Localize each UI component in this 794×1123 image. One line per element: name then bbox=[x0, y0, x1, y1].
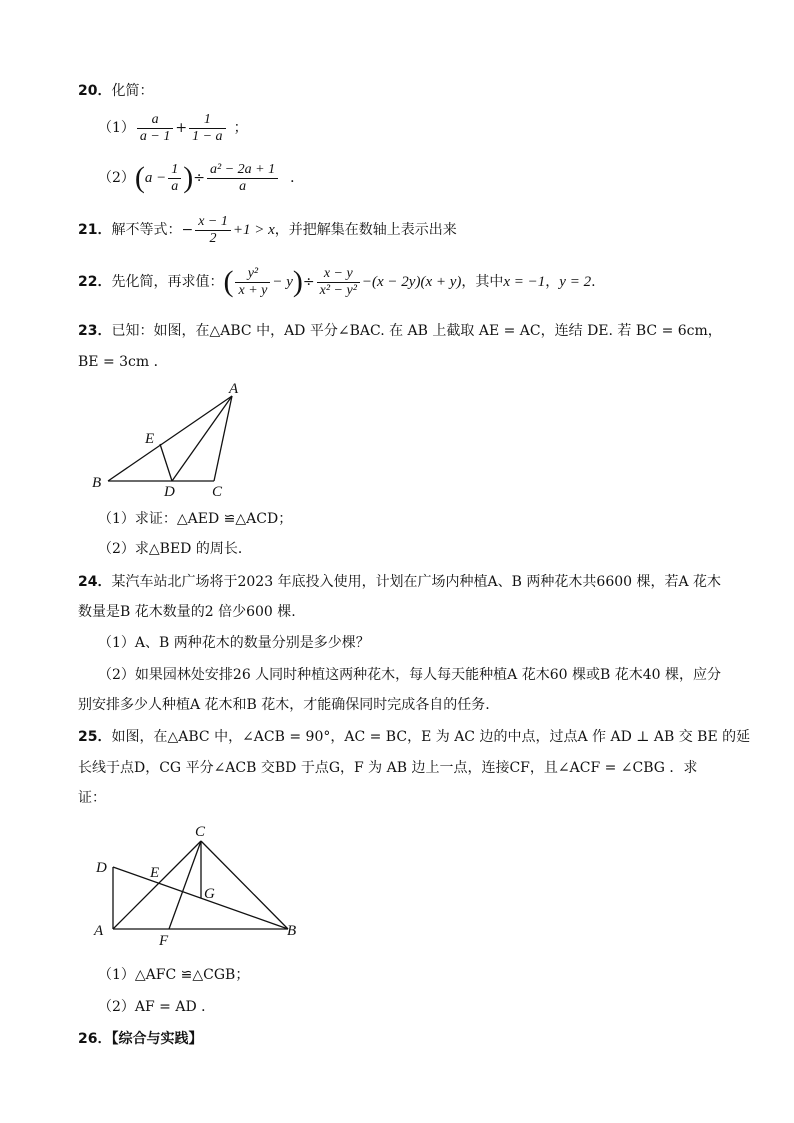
q20-heading bbox=[78, 82, 153, 100]
segment-AC bbox=[113, 841, 201, 929]
label-A: A bbox=[229, 381, 239, 397]
segment-BA bbox=[108, 396, 232, 481]
q23-line2: BE = 3cm ． bbox=[78, 354, 168, 370]
q20-part1: （1） $\frac{a}{a - 1}$ + $\frac{1}{1 - a}$ ； bbox=[98, 111, 248, 144]
q20-p1-fraction-1: $\frac{a}{a - 1}$ bbox=[137, 112, 173, 145]
q23-line1: 23．已知：如图，在△ABC 中，AD 平分∠BAC. 在 AB 上截取 AE = AC，连结 DE. 若 BC = 6cm， bbox=[78, 323, 722, 339]
q24-part2-line1: （2）如果园林处安排26 人同时种植这两种花木，每人每天能种植A 花木60 棵或B 花木40 棵，应分 bbox=[98, 667, 721, 683]
q24-line1: 24．某汽车站北广场将于2023 年底投入使用，计划在广场内种植A、B 两种花木共6600 棵，若A 花木 bbox=[78, 574, 722, 590]
q26-heading bbox=[78, 1030, 202, 1048]
q24-part1: （1）A、B 两种花木的数量分别是多少棵？ bbox=[98, 635, 370, 651]
segment-ED bbox=[160, 444, 172, 481]
q24-part2-line2: 别安排多少人种植A 花木和B 花木，才能确保同时完成各自的任务. bbox=[78, 697, 490, 713]
q25-number: 25． bbox=[78, 729, 112, 745]
q25-line1: 25．如图，在△ABC 中，∠ACB = 90°，AC = BC，E 为 AC 边的中点，过点A 作 AD ⊥ AB 交 BE 的延 bbox=[78, 729, 751, 745]
q25-part2: （2）AF = AD ． bbox=[98, 999, 216, 1015]
q20-part2: （2）(a − $\frac{1}{a}$ )÷ $\frac{\text{a² − 2a + 1}}{a}$ ． bbox=[98, 161, 305, 194]
q23-triangle-figure bbox=[88, 375, 248, 500]
segment-CB bbox=[201, 841, 288, 929]
q21-line: 21．解不等式：− $\frac{x - 1}{2}$ +1 > x，并把解集在数轴上表示出来 bbox=[78, 213, 457, 246]
q25-triangle-figure bbox=[90, 818, 305, 950]
q22-number: 22． bbox=[78, 274, 112, 290]
q22-fraction-2: $\frac{x - y}{\text{x² − y²}}$ bbox=[317, 266, 360, 299]
label-C: C bbox=[212, 484, 223, 500]
label-G: G bbox=[204, 886, 215, 902]
q21-fraction: $\frac{x - 1}{2}$ bbox=[195, 214, 231, 247]
q24-number: 24． bbox=[78, 574, 112, 590]
q24-line2: 数量是B 花木数量的2 倍少600 棵. bbox=[78, 604, 296, 620]
label-F: F bbox=[159, 933, 169, 949]
q25-part1: （1）△AFC ≌△CGB； bbox=[98, 967, 250, 983]
q21-number: 21． bbox=[78, 222, 112, 238]
label-C: C bbox=[195, 824, 206, 840]
q20-number: 20． bbox=[78, 83, 112, 99]
label-D: D bbox=[164, 484, 175, 500]
q20-part1-label: （1） bbox=[98, 120, 135, 136]
q23-part1: （1）求证：△AED ≌△ACD； bbox=[98, 511, 293, 527]
label-D: D bbox=[96, 860, 107, 876]
q23-part2: （2）求△BED 的周长． bbox=[98, 541, 252, 557]
q20-title: 化简： bbox=[111, 83, 154, 99]
label-A: A bbox=[94, 923, 104, 939]
q23-number: 23． bbox=[78, 323, 112, 339]
label-E: E bbox=[150, 865, 160, 881]
label-E: E bbox=[145, 431, 155, 447]
q20-part2-label: （2） bbox=[98, 170, 135, 186]
label-B: B bbox=[92, 475, 102, 491]
q26-title: 【综合与实践】 bbox=[111, 1031, 203, 1047]
label-B: B bbox=[287, 923, 297, 939]
segment-CF bbox=[169, 841, 201, 929]
q20-p1-fraction-2: $\frac{1}{1 - a}$ bbox=[189, 112, 225, 145]
q20-p2-fraction-2: $\frac{\text{a² − 2a + 1}}{a}$ bbox=[207, 162, 278, 195]
q20-p2-fraction-1: $\frac{1}{a}$ bbox=[168, 162, 181, 195]
q22-line: 22．先化简，再求值：( $\frac{\text{y²}}{x + y}$ − y)÷ $\frac{x - y}{\text{x² − y²}}$ −(x − 2y)(x + y)，其中x = −1，y = 2. bbox=[78, 265, 596, 298]
q26-number: 26． bbox=[78, 1031, 112, 1047]
q25-line2: 长线于点D，CG 平分∠ACB 交BD 于点G，F 为 AB 边上一点，连接CF，且∠ACF = ∠CBG ．求 bbox=[78, 760, 698, 776]
q22-fraction-1: $\frac{\text{y²}}{x + y}$ bbox=[235, 266, 270, 299]
q25-line3: 证： bbox=[78, 790, 106, 806]
